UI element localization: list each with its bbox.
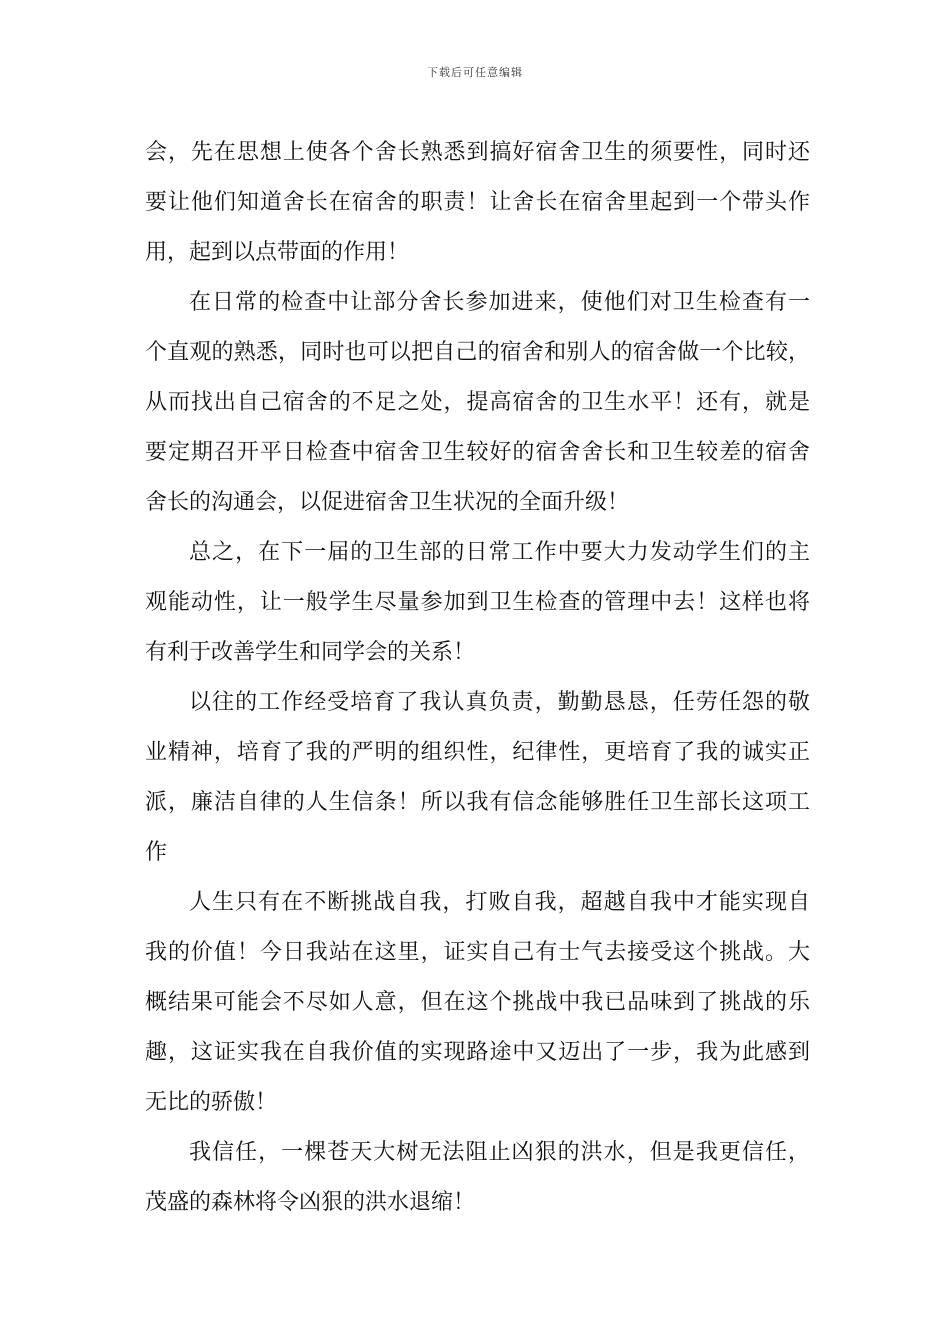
text-line: 从而找出自己宿舍的不足之处，提高宿舍的卫生水平！还有，就是: [145, 390, 810, 415]
text-line: 作: [145, 840, 168, 865]
text-line: 舍长的沟通会，以促进宿舍卫生状况的全面升级！: [145, 490, 630, 515]
page-header: 下载后可任意编辑: [427, 66, 523, 79]
paragraph-first-line: 在日常的检查中让部分舍长参加进来，使他们对卫生检查有一: [189, 290, 810, 315]
text-line: 茂盛的森林将令凶狠的洪水退缩！: [145, 1190, 476, 1215]
text-line: 无比的骄傲！: [145, 1090, 278, 1115]
text-line: 我的价值！今日我站在这里，证实自己有士气去接受这个挑战。大: [145, 940, 810, 965]
text-line: 派，廉洁自律的人生信条！所以我有信念能够胜任卫生部长这项工: [145, 790, 810, 815]
text-line: 趣，这证实我在自我价值的实现路途中又迈出了一步，我为此感到: [145, 1040, 810, 1065]
paragraph-first-line: 人生只有在不断挑战自我，打败自我，超越自我中才能实现自: [189, 890, 810, 915]
document-body: [145, 128, 810, 1228]
text-line: 用，起到以点带面的作用！: [145, 240, 410, 265]
paragraph-first-line: 我信任，一棵苍天大树无法阻止凶狠的洪水，但是我更信任，: [189, 1140, 810, 1165]
text-line: 有利于改善学生和同学会的关系！: [145, 640, 476, 665]
paragraph-first-line: 总之，在下一届的卫生部的日常工作中要大力发动学生们的主: [189, 540, 810, 565]
text-line: 业精神，培育了我的严明的组织性，纪律性，更培育了我的诚实正: [145, 740, 810, 765]
text-line: 要让他们知道舍长在宿舍的职责！让舍长在宿舍里起到一个带头作: [145, 190, 810, 215]
text-line: 个直观的熟悉，同时也可以把自己的宿舍和别人的宿舍做一个比较，: [145, 340, 810, 365]
text-line: 概结果可能会不尽如人意，但在这个挑战中我已品味到了挑战的乐: [145, 990, 810, 1015]
paragraph-first-line: 以往的工作经受培育了我认真负责，勤勤恳恳，任劳任怨的敬: [189, 690, 810, 715]
text-line: 观能动性，让一般学生尽量参加到卫生检查的管理中去！这样也将: [145, 590, 810, 615]
text-line: 要定期召开平日检查中宿舍卫生较好的宿舍舍长和卫生较差的宿舍: [145, 440, 810, 465]
text-line: 会，先在思想上使各个舍长熟悉到搞好宿舍卫生的须要性，同时还: [145, 140, 810, 165]
